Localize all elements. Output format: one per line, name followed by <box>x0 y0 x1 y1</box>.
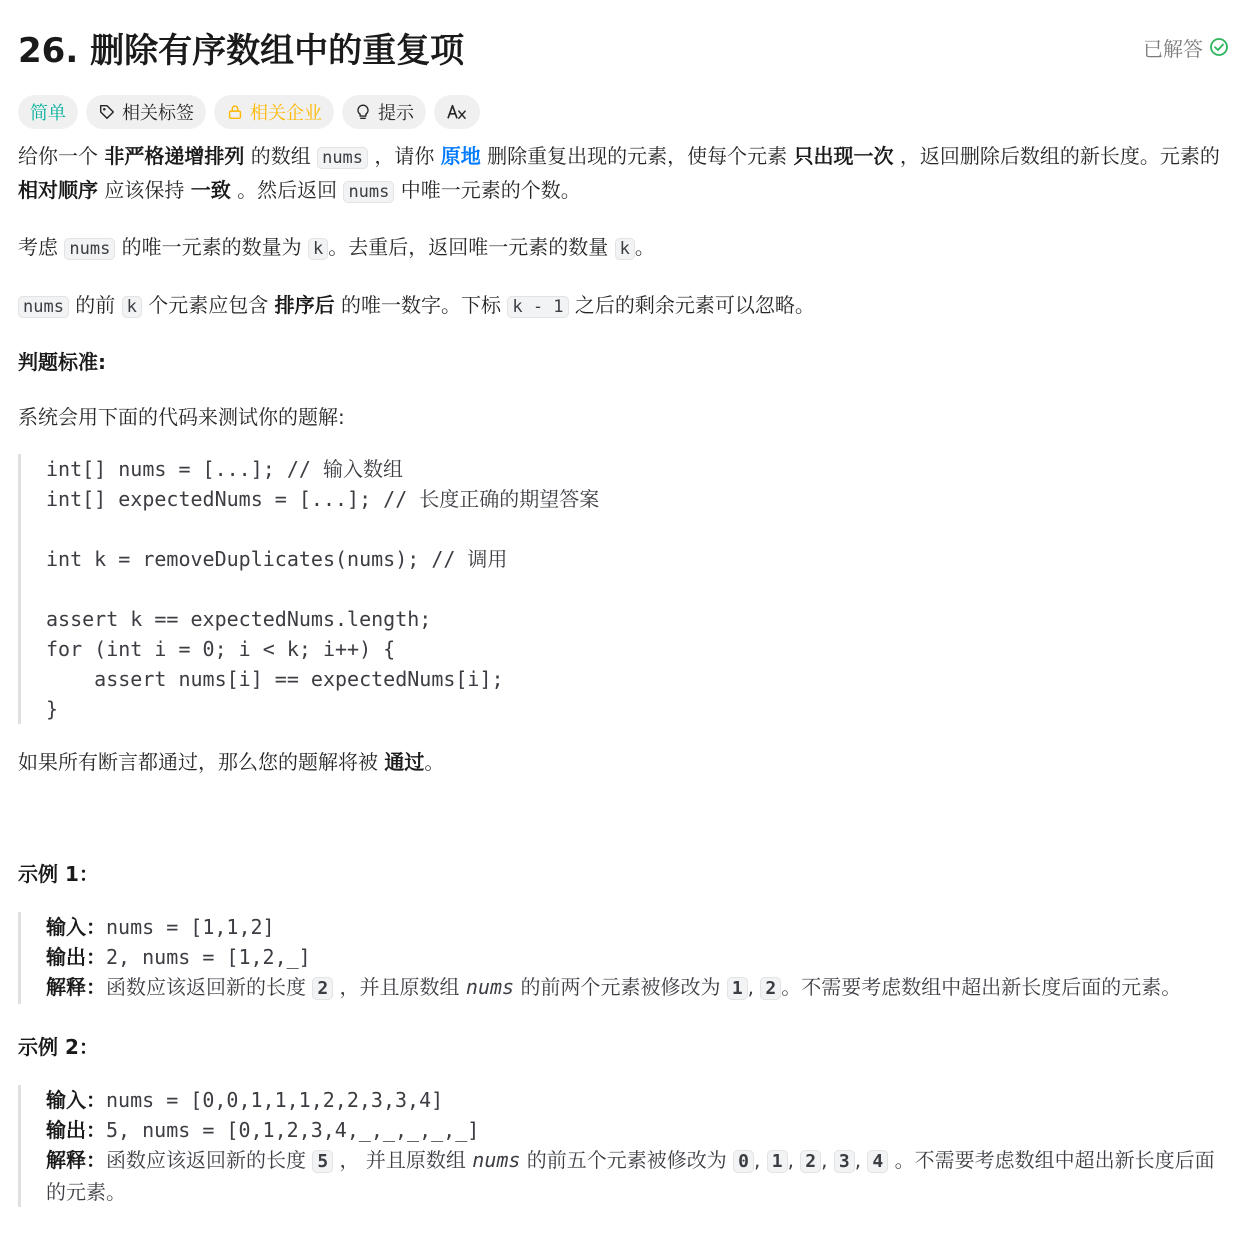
code-line: } <box>46 697 59 721</box>
separator: , <box>747 975 761 999</box>
code-line: for (int i = 0; i < k; i++) { <box>46 637 396 661</box>
text-span: 给你一个 <box>18 144 105 168</box>
example-1-input <box>46 912 1229 942</box>
example-2-block <box>18 1085 1229 1207</box>
code-line <box>46 574 1229 604</box>
description-paragraph-1 <box>18 140 1229 208</box>
code-line <box>46 514 1229 544</box>
text-span: 。不需要考虑数组中超出新长度后面的元素。 <box>781 975 1182 999</box>
inline-code: k - 1 <box>507 296 568 318</box>
text-span: 考虑 <box>18 235 65 259</box>
difficulty-label: 简单 <box>30 103 66 124</box>
inline-code: nums <box>64 238 115 260</box>
text-span: 中唯一元素的个数。 <box>394 178 581 202</box>
separator: , <box>821 1148 834 1172</box>
tag-icon <box>98 103 116 121</box>
italic-var: nums <box>472 1148 521 1172</box>
page-title[interactable]: 26. 删除有序数组中的重复项 <box>18 30 465 71</box>
inline-code: 1 <box>727 977 748 1000</box>
inline-code: 5 <box>312 1150 333 1173</box>
judge-text: 系统会用下面的代码来测试你的题解: <box>18 405 345 429</box>
text-span: 删除重复出现的元素，使每个元素 <box>480 144 794 168</box>
judge-heading: 判题标准: <box>18 350 106 374</box>
text-span: 的前 <box>68 293 122 317</box>
example-2-output <box>46 1115 1229 1145</box>
italic-var: nums <box>465 975 515 999</box>
solved-label: 已解答 <box>1143 36 1203 61</box>
separator: , <box>787 1148 801 1172</box>
inline-code: 4 <box>867 1150 888 1173</box>
text-span: 。不需要考虑数组中超出新长度后面的元素。 <box>46 1148 1215 1204</box>
example-1-output <box>46 942 1229 972</box>
output-value: 5, nums = [0,1,2,3,4,_,_,_,_,_] <box>106 1118 480 1142</box>
code-line: int[] nums = [...]; // 输入数组 <box>46 457 403 481</box>
text-span: 的唯一数字。下标 <box>334 293 508 317</box>
judge-code-block <box>18 454 1229 724</box>
separator: , <box>854 1148 868 1172</box>
code-line: int k = removeDuplicates(nums); // 调用 <box>46 547 508 571</box>
bold-text: 非严格递增排列 <box>104 144 245 168</box>
input-value: nums = [0,0,1,1,1,2,2,3,3,4] <box>106 1088 444 1112</box>
lock-icon <box>226 103 244 121</box>
code-line: assert nums[i] == expectedNums[i]; <box>46 667 504 691</box>
text-span: ，并且原数组 <box>333 975 466 999</box>
separator: , <box>754 1148 767 1172</box>
bold-text: 只出现一次 <box>793 144 894 168</box>
example-2-input <box>46 1085 1229 1115</box>
inline-code: nums <box>18 296 69 318</box>
inline-code: 1 <box>767 1150 788 1173</box>
example-1-explanation <box>46 972 1229 1004</box>
output-value: 2, nums = [1,2,_] <box>106 945 311 969</box>
inline-code: 2 <box>800 1150 821 1173</box>
example-1-heading: 示例 1： <box>18 862 99 886</box>
tag-bar <box>18 95 1229 129</box>
example-2-explanation <box>46 1145 1229 1207</box>
text-span: 。 <box>634 235 655 259</box>
pass-paragraph <box>18 746 1229 778</box>
text-span: 的数组 <box>244 144 318 168</box>
text-span: 应该保持 <box>98 178 191 202</box>
output-label: 输出： <box>46 945 106 969</box>
text-span: 之后的剩余元素可以忽略。 <box>568 293 815 317</box>
text-span: 的前两个元素被修改为 <box>514 975 727 999</box>
example-2-heading: 示例 2： <box>18 1035 99 1059</box>
input-label: 输入： <box>46 1088 106 1112</box>
text-span: ，请你 <box>368 144 441 168</box>
text-span: 函数应该返回新的长度 <box>106 975 313 999</box>
inline-code: 2 <box>312 977 333 1000</box>
code-line: int[] expectedNums = [...]; // 长度正确的期望答案 <box>46 487 600 511</box>
inline-code: nums <box>317 147 368 169</box>
inline-code: k <box>308 238 328 260</box>
code-line: assert k == expectedNums.length; <box>46 607 432 631</box>
inline-code: k <box>122 296 142 318</box>
in-place-link[interactable]: 原地 <box>440 144 481 168</box>
explanation-label: 解释： <box>46 1148 106 1172</box>
text-span: 函数应该返回新的长度 <box>106 1148 313 1172</box>
bold-text: 一致 <box>190 178 231 202</box>
hint-label: 提示 <box>378 103 414 124</box>
inline-code: 3 <box>834 1150 855 1173</box>
solved-status <box>1143 33 1229 62</box>
output-label: 输出： <box>46 1118 106 1142</box>
check-circle-icon <box>1209 37 1229 57</box>
inline-code: 0 <box>733 1150 754 1173</box>
text-span: 的唯一元素的数量为 <box>115 235 309 259</box>
text-span: 个元素应包含 <box>141 293 275 317</box>
description-paragraph-2 <box>18 231 1229 265</box>
bold-text: 排序后 <box>274 293 335 317</box>
inline-code: 2 <box>760 977 781 1000</box>
hint-button[interactable] <box>342 95 426 129</box>
explanation-label: 解释： <box>46 975 106 999</box>
bold-text: 相对顺序 <box>18 178 98 202</box>
lightbulb-icon <box>354 103 372 121</box>
example-1-block <box>18 912 1229 1004</box>
text-span: 。然后返回 <box>230 178 344 202</box>
title-row <box>18 0 1229 96</box>
inline-code: nums <box>343 181 394 203</box>
text-span: ， 并且原数组 <box>333 1148 473 1172</box>
difficulty-badge[interactable] <box>18 95 78 129</box>
input-label: 输入： <box>46 915 106 939</box>
related-tags-button[interactable] <box>86 95 206 129</box>
input-value: nums = [1,1,2] <box>106 915 275 939</box>
bold-text: 通过 <box>384 750 425 774</box>
text-span: ，返回删除后数组的新长度。元素的 <box>893 144 1220 168</box>
text-span: 如果所有断言都通过，那么您的题解将被 <box>18 750 385 774</box>
text-span: 。去重后，返回唯一元素的数量 <box>328 235 615 259</box>
translate-icon <box>446 103 468 121</box>
related-companies-label: 相关企业 <box>250 103 322 124</box>
description-paragraph-3 <box>18 289 1229 323</box>
inline-code: k <box>615 238 635 260</box>
text-span: 。 <box>424 750 445 774</box>
related-tags-label: 相关标签 <box>122 103 194 124</box>
translate-button[interactable] <box>434 95 480 129</box>
text-span: 的前五个元素被修改为 <box>520 1148 734 1172</box>
related-companies-button[interactable] <box>214 95 334 129</box>
